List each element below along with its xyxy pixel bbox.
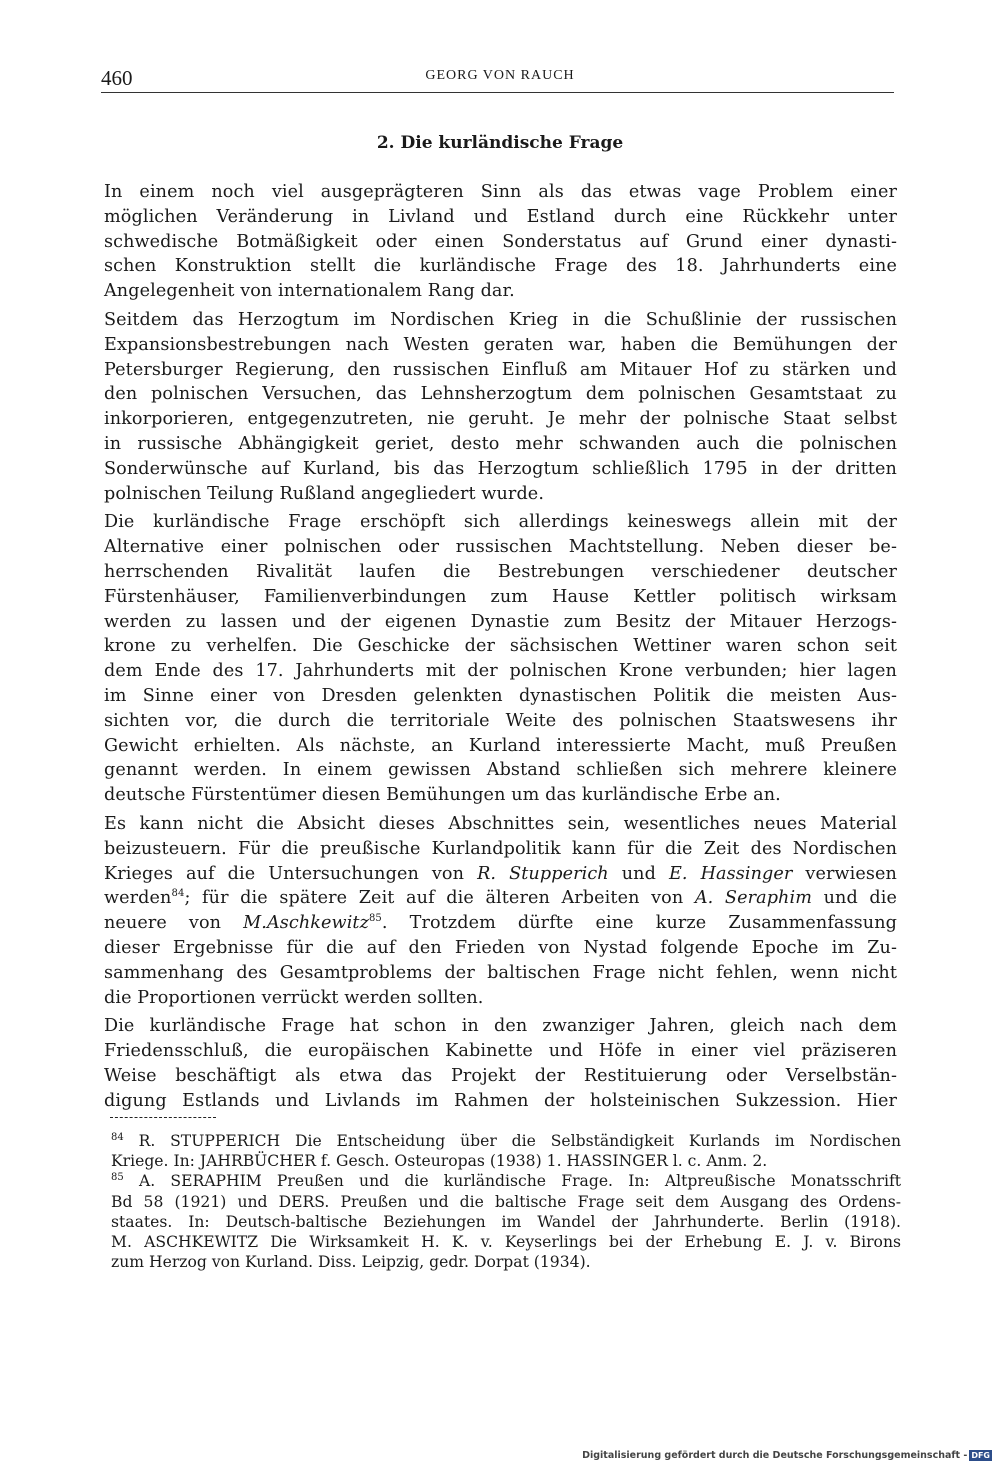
text-line: polnischen Teilung Rußland angegliedert wurde. — [104, 483, 545, 504]
paragraph-2 — [104, 308, 897, 506]
text-line: Fürstenhäuser, Familienverbindungen zum Hause Kettler politisch wirksam — [104, 586, 897, 607]
footnotes — [111, 1131, 901, 1272]
text-line: sammenhang des Gesamtproblems der baltischen Frage nicht fehlen, wenn nicht — [104, 962, 897, 983]
text-line: Alternative einer polnischen oder russischen Machtstellung. Neben dieser be- — [104, 537, 897, 558]
paragraph-3 — [104, 510, 897, 808]
dfg-logo: DFG — [971, 1451, 990, 1460]
paragraph-4 — [104, 812, 897, 1010]
text-line — [104, 862, 897, 887]
text-segment: ; für die spätere Zeit auf die älteren Arbeiten von — [184, 888, 695, 909]
text-line: deutsche Fürstentümer diesen Bemühungen um das kurländische Erbe an. — [104, 785, 781, 806]
text-line: Angelegenheit von internationalem Rang dar. — [104, 281, 515, 302]
footnote-text: R. STUPPERICH Die Entscheidung über die Selbständigkeit Kurlands im Nordischen — [123, 1132, 901, 1150]
text-line: dieser Ergebnisse für die auf den Frieden von Nystad folgende Epoche im Zu- — [104, 937, 897, 958]
footnote-marker: 84 — [111, 1131, 124, 1143]
text-segment: Krieges auf die Untersuchungen von — [104, 863, 478, 884]
text-line: Petersburger Regierung, den russischen Einfluß am Mitauer Hof zu stärken und — [104, 359, 897, 380]
text-line: In einem noch viel ausgeprägteren Sinn als das etwas vage Problem einer — [104, 182, 897, 202]
body-text — [104, 180, 897, 1117]
text-line: inkorporieren, entgegenzutreten, nie geruht. Je mehr der polnische Staat selbst — [104, 409, 897, 430]
section-title: 2. Die kurländische Frage — [376, 133, 624, 153]
footnote-85-line — [111, 1171, 901, 1191]
text-line: Seitdem das Herzogtum im Nordischen Krieg in die Schußlinie der russischen — [104, 309, 897, 330]
footnote-text: A. SERAPHIM Preußen und die kurländische Frage. In: Altpreußische Monatsschrift — [123, 1172, 901, 1191]
author-name: M.Aschkewitz — [243, 913, 369, 934]
header-rule — [101, 92, 894, 93]
text-line — [104, 886, 897, 911]
text-line: herrschenden Rivalität laufen die Bestrebungen verschiedener deutscher — [104, 561, 897, 582]
text-line: werden zu lassen und der eigenen Dynastie zum Besitz der Mitauer Herzogs- — [104, 611, 897, 632]
text-line: sichten vor, die durch die territoriale Weite des polnischen Staatswesens ihr — [104, 710, 897, 731]
text-line: dem Ende des 17. Jahrhunderts mit der polnischen Krone verbunden; hier lagen — [104, 661, 897, 682]
footnote-ref: 84 — [171, 888, 185, 900]
page-number: 460 — [101, 66, 133, 90]
running-head: GEORG VON RAUCH — [425, 68, 575, 83]
footnote-85-line: staates. In: Deutsch-baltische Beziehungen im Wandel der Jahrhunderte. Berlin (1918). — [111, 1212, 901, 1231]
text-line: Die kurländische Frage erschöpft sich allerdings keineswegs allein mit der — [104, 512, 897, 533]
text-line: Friedensschluß, die europäischen Kabinette und Höfe in einer viel präziseren — [104, 1041, 897, 1062]
author-name: E. Hassinger — [668, 863, 793, 884]
credit-text: Digitalisierung gefördert durch die Deutsche Forschungsgemeinschaft - — [582, 1450, 968, 1461]
paragraph-5 — [104, 1014, 897, 1113]
text-segment: und die — [812, 888, 897, 909]
paragraph-1 — [104, 180, 897, 304]
text-line: beizusteuern. Für die preußische Kurlandpolitik kann für die Zeit des Nordischen — [104, 838, 897, 859]
text-line: die Proportionen verrückt werden sollten. — [104, 987, 484, 1008]
footnote-marker: 85 — [111, 1172, 124, 1184]
text-line: im Sinne einer von Dresden gelenkten dynastischen Politik die meisten Aus- — [104, 685, 897, 706]
text-line: genannt werden. In einem gewissen Abstand schließen sich mehrere kleinere — [104, 760, 897, 781]
footnote-rule — [110, 1117, 216, 1118]
footnote-85-line: Bd 58 (1921) und DERS. Preußen und die baltische Frage seit dem Ausgang des Ordens- — [111, 1192, 901, 1211]
text-segment: und — [608, 863, 669, 884]
text-line: krone zu verhelfen. Die Geschicke der sächsischen Wettiner waren schon seit — [104, 636, 897, 657]
digitization-credit — [582, 1450, 992, 1461]
footnote-ref: 85 — [368, 913, 382, 925]
text-segment: neuere von — [104, 913, 244, 934]
text-line: Gewicht erhielten. Als nächste, an Kurland interessierte Macht, muß Preußen — [104, 735, 897, 756]
author-name: A. Seraphim — [694, 888, 812, 909]
text-line: Expansionsbestrebungen nach Westen geraten war, haben die Bemühungen der — [104, 334, 897, 355]
text-line: möglichen Veränderung in Livland und Estland durch eine Rückkehr unter — [104, 206, 897, 227]
text-segment: verwiesen — [792, 863, 897, 884]
text-line: Es kann nicht die Absicht dieses Abschnittes sein, wesentliches neues Material — [104, 813, 897, 834]
text-segment: werden — [104, 888, 172, 909]
text-segment: . Trotzdem dürfte eine kurze Zusammenfassung — [381, 913, 897, 934]
text-line: digung Estlands und Livlands im Rahmen der holsteinischen Sukzession. Hier — [104, 1090, 897, 1111]
text-line: Die kurländische Frage hat schon in den zwanziger Jahren, gleich nach dem — [104, 1016, 897, 1037]
text-line: Weise beschäftigt als etwa das Projekt der Restituierung oder Verselbstän- — [104, 1065, 897, 1086]
text-line: schwedische Botmäßigkeit oder einen Sonderstatus auf Grund einer dynasti- — [104, 231, 897, 252]
text-line: Sonderwünsche auf Kurland, bis das Herzogtum schließlich 1795 in der dritten — [104, 458, 897, 479]
text-line: in russische Abhängigkeit geriet, desto mehr schwanden auch die polnischen — [104, 433, 897, 454]
text-line: schen Konstruktion stellt die kurländische Frage des 18. Jahrhunderts eine — [104, 256, 897, 277]
author-name: R. Stupperich — [477, 863, 609, 884]
text-line — [104, 911, 897, 936]
footnote-85-line: M. ASCHKEWITZ Die Wirksamkeit H. K. v. Keyserlings bei der Erhebung E. J. v. Birons — [111, 1233, 901, 1252]
text-line: den polnischen Versuchen, das Lehnsherzogtum dem polnischen Gesamtstaat zu — [104, 384, 897, 405]
footnote-84-line: Kriege. In: JAHRBÜCHER f. Gesch. Osteuropas (1938) 1. HASSINGER l. c. Anm. 2. — [111, 1152, 768, 1171]
footnote-85-line: zum Herzog von Kurland. Diss. Leipzig, gedr. Dorpat (1934). — [111, 1253, 591, 1272]
footnote-84-line — [111, 1131, 901, 1151]
